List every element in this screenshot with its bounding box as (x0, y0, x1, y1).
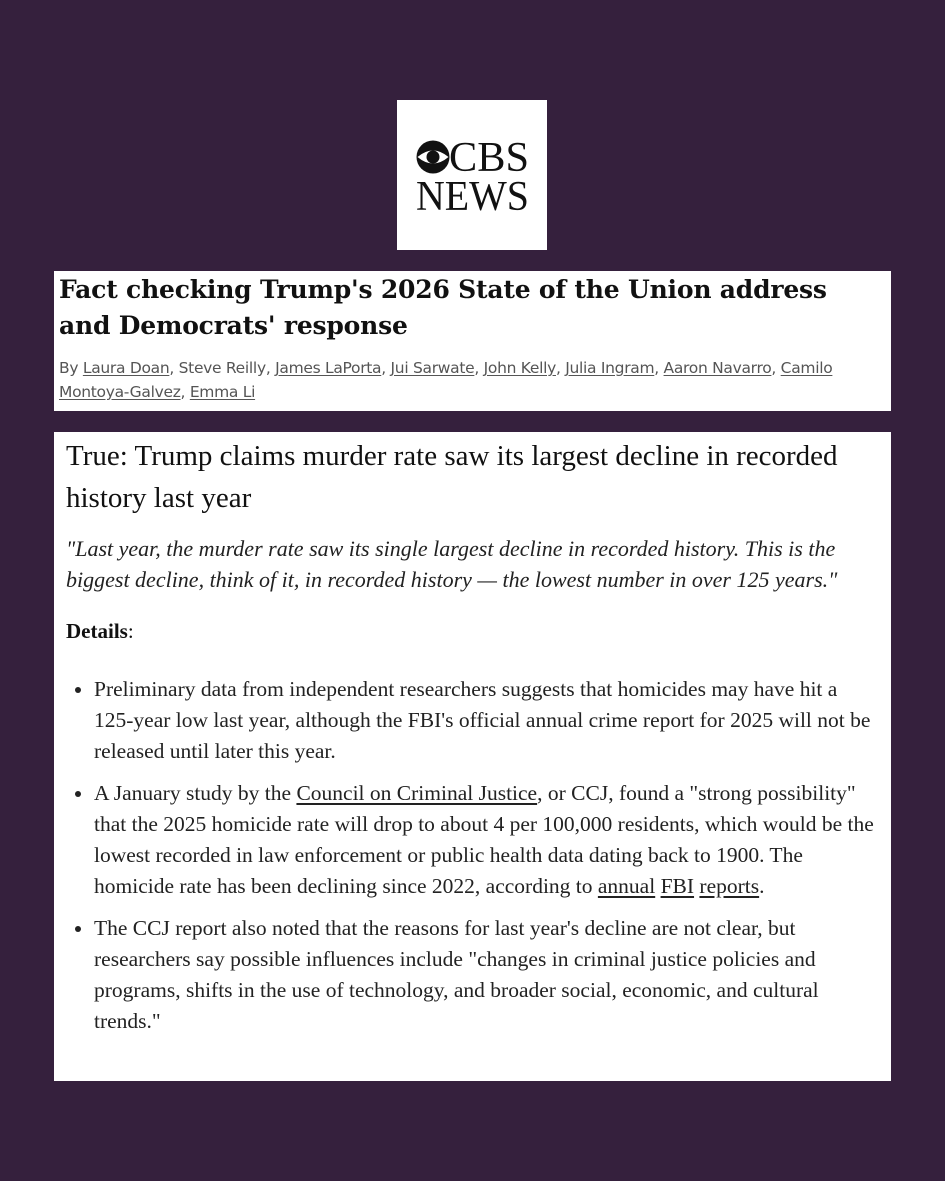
bullet-text: Preliminary data from independent researchers suggests that homicides may have hit a 125-year low last year, although the FBI's official annual crime report for 2025 will not be released until later this year. (94, 677, 871, 763)
bullet-text: A January study by the (94, 781, 297, 805)
author-link[interactable]: Jui Sarwate (390, 359, 475, 377)
cbs-eye-logo-icon (397, 100, 547, 250)
list-item (94, 913, 879, 1037)
author-link[interactable]: Emma Li (189, 383, 256, 401)
author-link[interactable]: Laura Doan (82, 359, 170, 377)
list-item (94, 778, 879, 902)
author-link[interactable]: Julia Ingram (565, 359, 655, 377)
article-header (54, 271, 891, 411)
author-link[interactable]: James LaPorta (275, 359, 382, 377)
author-name: Steve Reilly (178, 359, 266, 377)
details-list (66, 674, 879, 1037)
details-colon: : (127, 619, 134, 643)
reports-link[interactable]: reports (699, 874, 760, 898)
byline: By Laura Doan, Steve Reilly, James LaPorta, Jui Sarwate, John Kelly, Julia Ingram, Aaron Navarro, Camilo Montoya-Galvez, Emma Li (59, 359, 833, 401)
cbs-news-logo (397, 100, 547, 250)
verdict-heading: True: Trump claims murder rate saw its largest decline in recorded history last year (66, 440, 838, 514)
author-link[interactable]: John Kelly (483, 359, 556, 377)
details-label (66, 616, 879, 646)
annual-link[interactable]: annual (597, 874, 656, 898)
page-title: Fact checking Trump's 2026 State of the Union address and Democrats' response (59, 275, 827, 340)
logo-line1: CBS (449, 135, 529, 181)
claim-quote: "Last year, the murder rate saw its single largest decline in recorded history. This is the biggest decline, think of it, in recorded history — the lowest number in over 125 years." (66, 536, 838, 592)
ccj-link[interactable]: Council on Criminal Justice (296, 781, 538, 805)
author-link[interactable]: Aaron Navarro (663, 359, 772, 377)
fact-check-item (54, 432, 891, 1081)
byline-prefix: By (59, 359, 79, 377)
bullet-text: The CCJ report also noted that the reasons for last year's decline are not clear, but researchers say possible influences include "changes in criminal justice policies and programs, shifts in the use of technology, and broader social, economic, and cultural trends." (94, 916, 819, 1033)
logo-line2: NEWS (416, 174, 529, 220)
fbi-link[interactable]: FBI (660, 874, 695, 898)
author-link[interactable]: Camilo Montoya-Galvez (59, 359, 833, 401)
details-label-text: Details (66, 619, 128, 643)
bullet-end: . (759, 874, 765, 898)
list-item (94, 674, 879, 767)
bullet-text: , or CCJ, found a "strong possibility" that the 2025 homicide rate will drop to about 4 per 100,000 residents, which would be the lowest recorded in law enforcement or public health data dating back to 1900. The homicide rate has been declining since 2022, according to (94, 781, 874, 898)
